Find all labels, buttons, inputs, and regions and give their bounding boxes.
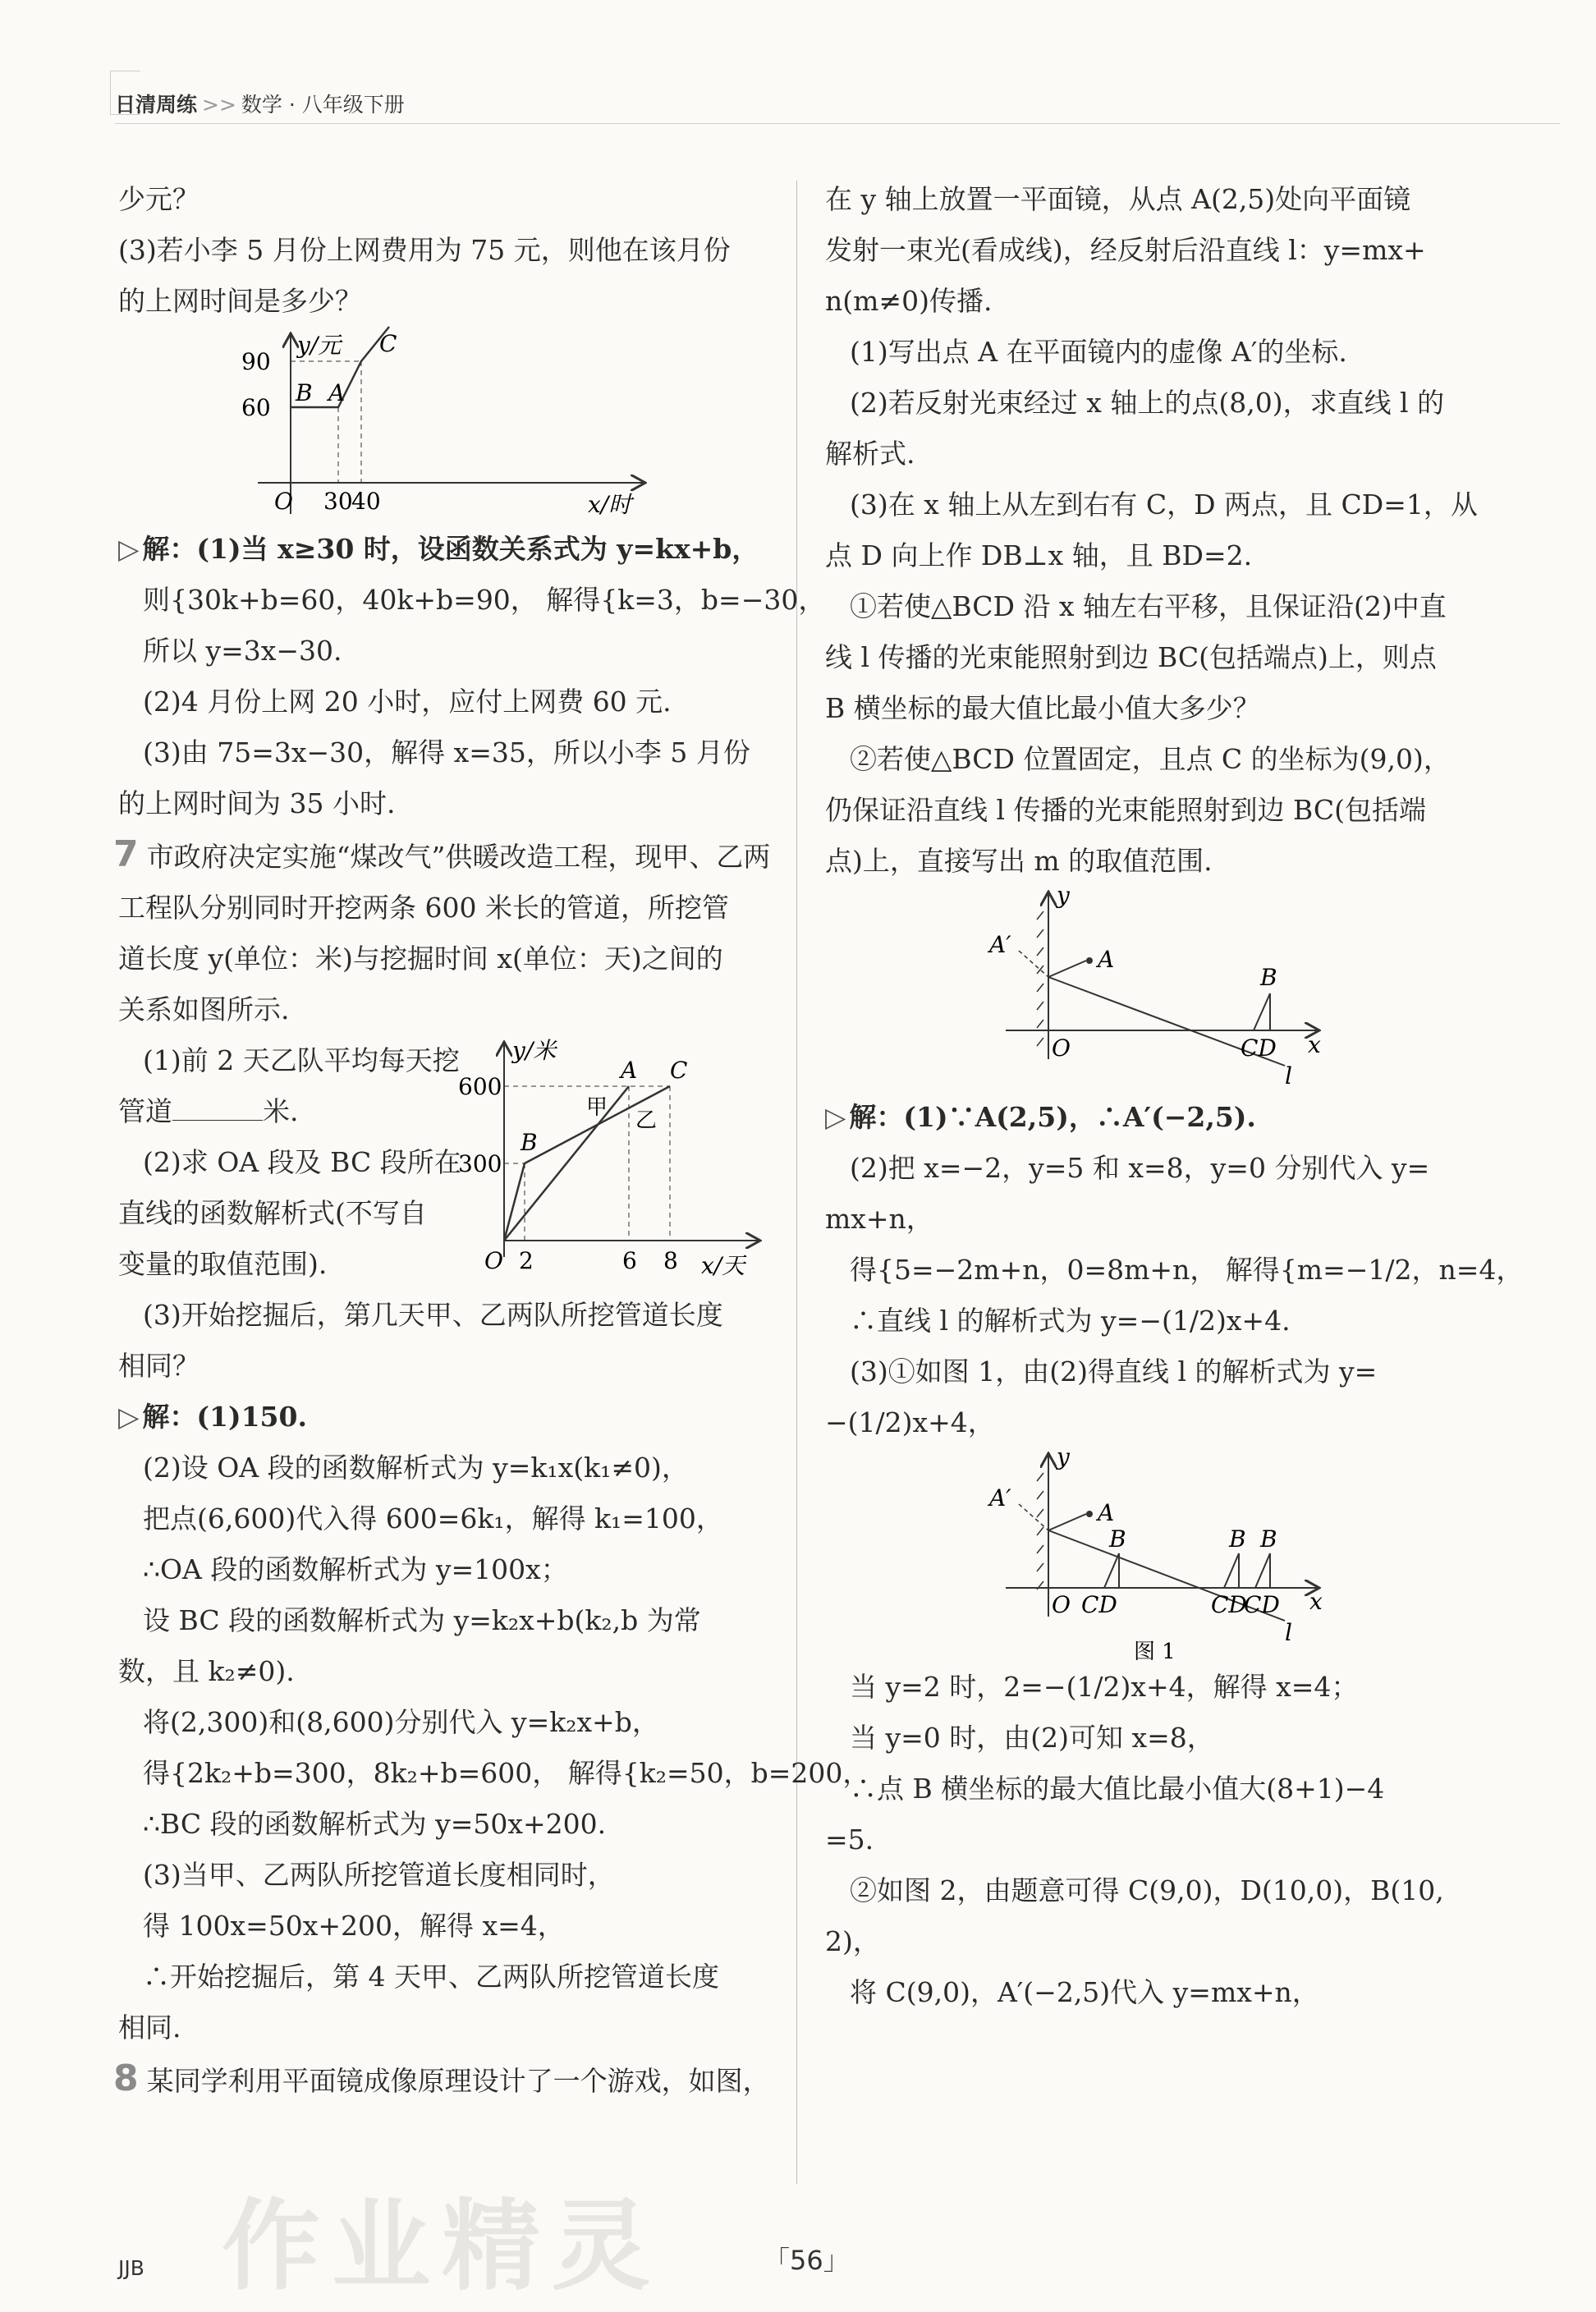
- sol8-line: ▷ 解：(1)∵A(2,5)，∴A′(−2,5).: [825, 1101, 1256, 1133]
- sol7-line: ∴开始挖掘后，第 4 天甲、乙两队所挖管道长度: [143, 1961, 719, 1993]
- graph-pipeline: [458, 1035, 775, 1282]
- sol7-line: ∴OA 段的函数解析式为 y=100x；: [143, 1553, 568, 1585]
- q8-line: 点 D 向上作 DB⊥x 轴，且 BD=2.: [825, 539, 1253, 571]
- graph2-origin: O: [484, 1247, 503, 1274]
- page-header: [115, 89, 405, 118]
- graph-mirror: [825, 882, 1482, 1092]
- graph4-l: l: [1285, 1619, 1292, 1646]
- q6-line: 少元？: [118, 183, 200, 215]
- q7-part: 直线的函数解析式(不写自: [118, 1197, 427, 1229]
- graph4-o: O: [1052, 1591, 1071, 1618]
- graph1-x30: 30: [323, 488, 353, 515]
- q7-part: (3)开始挖掘后，第几天甲、乙两队所挖管道长度: [143, 1299, 723, 1331]
- sol7-line: 数，且 k₂≠0).: [118, 1655, 295, 1687]
- point-A: [1086, 957, 1093, 964]
- q8-line: 8 某同学利用平面镜成像原理设计了一个游戏，如图，: [113, 2057, 770, 2099]
- mirror-hatch: [1037, 911, 1043, 1046]
- q7-line: 道长度 y(单位：米)与挖掘时间 x(单位：天)之间的: [118, 943, 723, 975]
- q7-parts-block: [118, 1035, 775, 1290]
- sol7-line: 相同.: [118, 2012, 181, 2044]
- graph4-y: y: [1057, 1443, 1070, 1470]
- triangle-BCD-right: [1255, 1553, 1270, 1588]
- graph4-x: x: [1309, 1588, 1323, 1615]
- sol7-line: 得{2k₂+b=300，8k₂+b=600， 解得{k₂=50，b=200，: [143, 1757, 870, 1789]
- sol6-line: (2)4 月份上网 20 小时，应付上网费 60 元.: [143, 686, 672, 718]
- graph3-x: x: [1308, 1031, 1321, 1058]
- graph1-xlabel: x/时: [588, 491, 632, 518]
- q7-number: 7: [113, 833, 139, 875]
- page-number: 「56」: [764, 2245, 850, 2276]
- q8-line: ②若使△BCD 位置固定，且点 C 的坐标为(9,0)，: [850, 743, 1451, 775]
- right-column: [825, 174, 1524, 2018]
- graph1-pA: A: [328, 379, 346, 406]
- sol8b-line: 将 C(9,0)，A′(−2,5)代入 y=mx+n，: [850, 1976, 1319, 2008]
- graph4-CD-right: CD: [1244, 1591, 1280, 1618]
- q7-line: 工程队分别同时开挖两条 600 米长的管道，所挖管: [118, 892, 729, 924]
- graph1-origin: O: [274, 488, 293, 515]
- sol7-line: ∴BC 段的函数解析式为 y=50x+200.: [143, 1808, 607, 1840]
- column-divider: [796, 181, 797, 2184]
- q6-line: 的上网时间是多少？: [118, 285, 362, 317]
- q8-line: 点)上，直接写出 m 的取值范围.: [825, 845, 1213, 877]
- header-subject: 数学 · 八年级下册: [241, 93, 405, 117]
- q7-part: (2)求 OA 段及 BC 段所在: [143, 1146, 461, 1178]
- sol7-line: 把点(6,600)代入得 600=6k₁，解得 k₁=100，: [143, 1502, 723, 1534]
- q8-line: 发射一束光(看成线)，经反射后沿直线 l：y=mx+: [825, 234, 1426, 266]
- triangle-BCD: [1254, 993, 1270, 1030]
- q8-line: (3)在 x 轴上从左到右有 C，D 两点，且 CD=1，从: [850, 489, 1478, 521]
- q7-part: (1)前 2 天乙队平均每天挖: [143, 1044, 460, 1076]
- triangle-BCD-mid: [1224, 1553, 1239, 1588]
- graph4-CD-mid: CD: [1211, 1591, 1247, 1618]
- graph-figure-1: [825, 1443, 1482, 1664]
- sol8-line: ∴直线 l 的解析式为 y=−(1/2)x+4.: [850, 1305, 1291, 1337]
- q7-part: 变量的取值范围).: [118, 1248, 328, 1280]
- graph1-ylabel: y/元: [297, 332, 342, 359]
- q7-part: 管道 米.: [118, 1095, 299, 1127]
- sol7-line: 设 BC 段的函数解析式为 y=k₂x+b(k₂,b 为常: [143, 1604, 701, 1636]
- sol8b-line: ②如图 2，由题意可得 C(9,0)，D(10,0)，B(10,: [850, 1874, 1444, 1906]
- q8-line: n(m≠0)传播.: [825, 285, 993, 317]
- incident-ray: [1048, 1514, 1086, 1530]
- q8-line: 线 l 传播的光束能照射到边 BC(包括端点)上，则点: [825, 641, 1437, 673]
- graph-fee-vs-time: [118, 327, 775, 524]
- sol6-line: 则{30k+b=60，40k+b=90， 解得{k=3，b=−30，: [143, 584, 826, 616]
- q8-line: ①若使△BCD 沿 x 轴左右平移，且保证沿(2)中直: [850, 590, 1447, 622]
- footer-code: JJB: [118, 2256, 144, 2280]
- graph1-pC: C: [379, 330, 397, 357]
- graph2-yi: 乙: [635, 1108, 658, 1133]
- graph2-x2: 2: [519, 1247, 534, 1274]
- graph1-y60: 60: [241, 394, 271, 421]
- figure-1-caption: 图 1: [1134, 1640, 1176, 1664]
- graph1-x40: 40: [351, 488, 381, 515]
- graph4-B-left: B: [1109, 1525, 1126, 1553]
- q8-line: 解析式.: [825, 438, 915, 470]
- graph4-A: A: [1098, 1499, 1115, 1526]
- sol8-line: 得{5=−2m+n，0=8m+n， 解得{m=−1/2，n=4，: [850, 1254, 1524, 1286]
- incident-ray: [1048, 961, 1086, 977]
- q8-line: (1)写出点 A 在平面镜内的虚像 A′的坐标.: [850, 336, 1347, 368]
- graph2-pB: B: [521, 1129, 538, 1156]
- q8-line: B 横坐标的最大值比最小值大多少？: [825, 692, 1260, 724]
- graph2-x8: 8: [663, 1247, 678, 1274]
- graph2-ylabel: y/米: [512, 1037, 557, 1064]
- sol8b-line: 2)，: [825, 1925, 880, 1957]
- graph2-x6: 6: [622, 1247, 637, 1274]
- sol6-line: 所以 y=3x−30.: [143, 635, 342, 667]
- virtual-ray: [1019, 951, 1048, 977]
- graph3-A: A: [1098, 946, 1115, 973]
- sol6-line: ▷ 解：(1)当 x≥30 时，设函数关系式为 y=kx+b，: [118, 533, 759, 565]
- header-separator: >>: [202, 93, 236, 117]
- sol7-line: 将(2,300)和(8,600)分别代入 y=k₂x+b，: [143, 1706, 659, 1738]
- q7-line: 关系如图所示.: [118, 993, 290, 1025]
- sol8-line: (3)①如图 1，由(2)得直线 l 的解析式为 y=: [850, 1356, 1378, 1388]
- graph4-B-mid: B: [1229, 1525, 1246, 1553]
- sol8-line: mx+n，: [825, 1203, 933, 1235]
- q8-line: 仍保证沿直线 l 传播的光束能照射到边 BC(包括端: [825, 794, 1427, 826]
- q8-line: (2)若反射光束经过 x 轴上的点(8,0)，求直线 l 的: [850, 387, 1445, 419]
- header-rule: [115, 123, 1560, 124]
- sol8b-line: 当 y=0 时，由(2)可知 x=8，: [850, 1722, 1214, 1754]
- graph3-l: l: [1285, 1062, 1292, 1089]
- graph3-Ap: A′: [989, 931, 1011, 958]
- sol8b-line: ∴点 B 横坐标的最大值比最小值大(8+1)−4: [850, 1773, 1385, 1805]
- graph2-xlabel: x/天: [701, 1252, 745, 1279]
- graph3-y: y: [1057, 882, 1070, 909]
- q7-line: 7 市政府决定实施“煤改气”供暖改造工程，现甲、乙两: [113, 833, 771, 875]
- mirror-hatch: [1037, 1473, 1043, 1590]
- graph2-jia: 甲: [586, 1095, 608, 1120]
- sol7-line: 得 100x=50x+200，解得 x=4，: [143, 1910, 565, 1942]
- sol8b-line: =5.: [825, 1823, 874, 1856]
- graph3-o: O: [1052, 1034, 1071, 1062]
- header-brand: 日清周练: [115, 93, 198, 117]
- sol6-line: (3)由 75=3x−30，解得 x=35，所以小李 5 月份: [143, 736, 750, 768]
- graph3-B: B: [1260, 964, 1277, 991]
- graph4-B-right: B: [1260, 1525, 1277, 1553]
- triangle-BCD-left: [1104, 1553, 1119, 1588]
- graph2-y600: 600: [458, 1073, 502, 1100]
- graph4-CD-left: CD: [1081, 1591, 1117, 1618]
- q7-part: 相同？: [118, 1350, 200, 1382]
- sol7-line: (2)设 OA 段的函数解析式为 y=k₁x(k₁≠0)，: [143, 1452, 689, 1484]
- graph4-Ap: A′: [989, 1484, 1011, 1512]
- answer-blank[interactable]: [172, 1097, 263, 1121]
- virtual-ray: [1019, 1504, 1048, 1530]
- graph2-y300: 300: [458, 1150, 502, 1177]
- sol7-line: ▷ 解：(1)150.: [118, 1401, 307, 1433]
- graph3-CD: CD: [1241, 1034, 1277, 1062]
- graph1-y90: 90: [241, 348, 271, 375]
- point-A: [1086, 1511, 1093, 1517]
- sol8-line: (2)把 x=−2，y=5 和 x=8，y=0 分别代入 y=: [850, 1152, 1430, 1184]
- sol6-line: 的上网时间为 35 小时.: [118, 787, 396, 819]
- sol8b-line: 当 y=2 时，2=−(1/2)x+4，解得 x=4；: [850, 1671, 1359, 1703]
- sol8-line: −(1/2)x+4，: [825, 1406, 995, 1438]
- q8-number: 8: [113, 2057, 139, 2099]
- graph2-pA: A: [621, 1057, 638, 1084]
- footer-watermark: 作业精灵: [222, 2190, 662, 2304]
- graph2-pC: C: [670, 1057, 688, 1084]
- q8-line: 在 y 轴上放置一平面镜，从点 A(2,5)处向平面镜: [825, 183, 1411, 215]
- sol7-line: (3)当甲、乙两队所挖管道长度相同时，: [143, 1859, 615, 1891]
- graph1-pB: B: [296, 379, 313, 406]
- q6-line: (3)若小李 5 月份上网费用为 75 元，则他在该月份: [118, 234, 731, 266]
- left-column: [113, 174, 870, 2107]
